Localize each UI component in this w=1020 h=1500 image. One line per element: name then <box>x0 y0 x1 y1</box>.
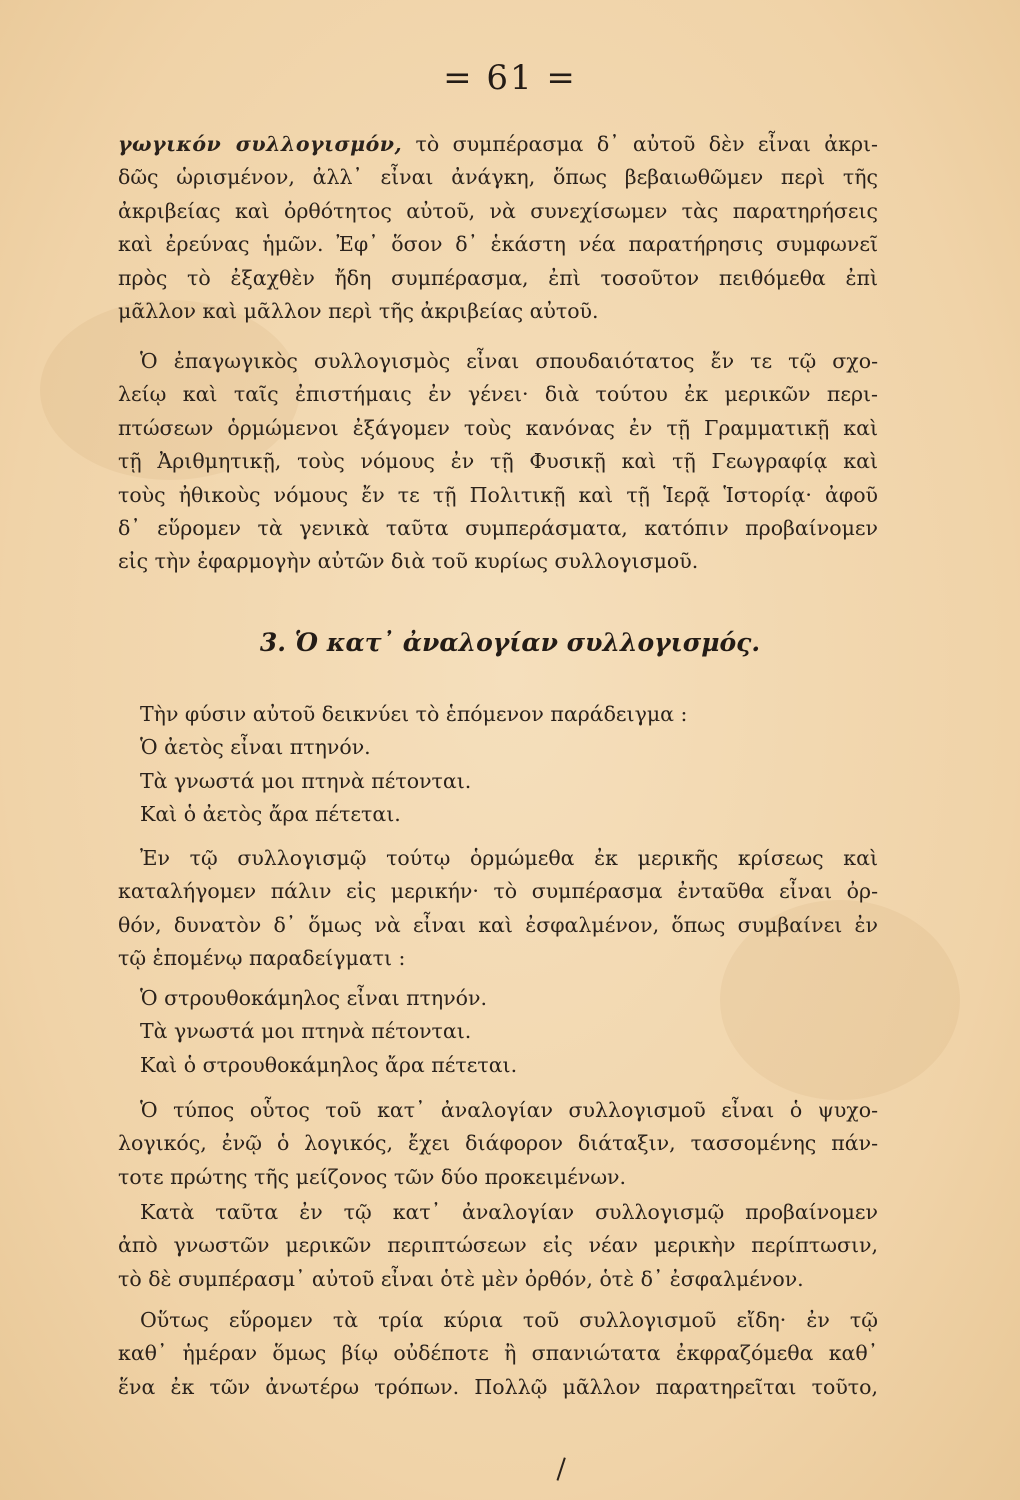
text-line: Καὶ ὁ στρουθοκάμηλος ἄρα πέτεται. <box>140 1052 518 1077</box>
text-line: μᾶλλον καὶ μᾶλλον περὶ τῆς ἀκριβείας αὐτοῦ. <box>118 299 599 324</box>
paragraph-4 <box>118 1094 878 1194</box>
text-line: Ἐν τῷ συλλογισμῷ τούτῳ ὁρμώμεθα ἐκ μερικῆς κρίσεως καὶ <box>140 846 878 870</box>
text-line: Ὁ ἀετὸς εἶναι πτηνόν. <box>140 735 371 760</box>
section-heading: 3. Ὁ κατ᾽ ἀναλογίαν συλλογισμός. <box>259 628 761 657</box>
text-line: τοὺς ἠθικοὺς νόμους ἔν τε τῇ Πολιτικῇ καὶ τῇ Ἱερᾷ Ἱστορίᾳ· ἀφοῦ <box>118 482 878 507</box>
text-line: τὸ δὲ συμπέρασμ᾽ αὐτοῦ εἶναι ὁτὲ μὲν ὀρθόν, ὁτὲ δ᾽ ἐσφαλμένον. <box>118 1266 804 1291</box>
text-line: Καὶ ὁ ἀετὸς ἄρα πέτεται. <box>140 802 401 827</box>
text-line <box>118 128 878 161</box>
text-line: ἀκριβείας καὶ ὀρθότητος αὐτοῦ, νὰ συνεχίσωμεν τὰς παρατηρήσεις <box>118 198 878 223</box>
footer-mark <box>556 1457 571 1482</box>
text-line: καταλήγομεν πάλιν εἰς μερικήν· τὸ συμπέρασμα ἐνταῦθα εἶναι ὀρ- <box>118 879 878 904</box>
text-line: Κατὰ ταῦτα ἐν τῷ κατ᾽ ἀναλογίαν συλλογισμῷ προβαίνομεν <box>140 1200 878 1224</box>
text-line: Ὁ στρουθοκάμηλος εἶναι πτηνόν. <box>140 986 487 1010</box>
text-line: εἰς τὴν ἐφαρμογὴν αὐτῶν διὰ τοῦ κυρίως συλλογισμοῦ. <box>118 549 699 574</box>
text-line: λείῳ καὶ ταῖς ἐπιστήμαις ἐν γένει· διὰ τούτου ἐκ μερικῶν περι- <box>118 382 878 407</box>
page-number: = 61 = <box>443 58 577 98</box>
text-line: τῇ Ἀριθμητικῇ, τοὺς νόμους ἐν τῇ Φυσικῇ καὶ τῇ Γεωγραφίᾳ καὶ <box>118 449 878 474</box>
line-rest: τὸ συμπέρασμα δ᾽ αὐτοῦ δὲν εἶναι ἀκρι- <box>415 132 878 156</box>
text-line: πρὸς τὸ ἐξαχθὲν ἤδη συμπέρασμα, ἐπὶ τοσοῦτον πειθόμεθα ἐπὶ <box>118 265 878 290</box>
paragraph-3 <box>118 842 878 976</box>
paragraph-2 <box>118 345 878 579</box>
text-line: θόν, δυνατὸν δ᾽ ὅμως νὰ εἶναι καὶ ἐσφαλμένον, ὅπως συμβαίνει ἐν <box>118 912 878 937</box>
text-line: τῷ ἑπομένῳ παραδείγματι : <box>118 946 406 971</box>
text-line: Ὁ τύπος οὗτος τοῦ κατ᾽ ἀναλογίαν συλλογισμοῦ εἶναι ὁ ψυχο- <box>140 1098 878 1122</box>
text-line: δ᾽ εὕρομεν τὰ γενικὰ ταῦτα συμπεράσματα, κατόπιν προβαίνομεν <box>118 516 878 541</box>
text-line: Ὁ ἐπαγωγικὸς συλλογισμὸς εἶναι σπουδαιότατος ἔν τε τῷ σχο- <box>140 349 878 373</box>
text-line: Τὰ γνωστά μοι πτηνὰ πέτονται. <box>140 1019 472 1044</box>
text-line: δῶς ὡρισμένον, ἀλλ᾽ εἶναι ἀνάγκη, ὅπως βεβαιωθῶμεν περὶ τῆς <box>118 165 878 190</box>
example-1 <box>118 698 878 832</box>
italic-term: γωγικόν συλλογισμόν, <box>118 132 403 156</box>
text-line: καὶ ἐρεύνας ἡμῶν. Ἐφ᾽ ὅσον δ᾽ ἑκάστη νέα παρατήρησις συμφωνεῖ <box>118 232 878 257</box>
text-line: Οὕτως εὕρομεν τὰ τρία κύρια τοῦ συλλογισμοῦ εἴδη· ἐν τῷ <box>140 1308 878 1332</box>
paragraph-6 <box>118 1304 878 1404</box>
example-2 <box>118 982 878 1082</box>
text-line: Τὴν φύσιν αὐτοῦ δεικνύει τὸ ἑπόμενον παράδειγμα : <box>140 702 688 726</box>
text-line: καθ᾽ ἡμέραν ὅμως βίῳ οὐδέποτε ἢ σπανιώτατα ἐκφραζόμεθα καθ᾽ <box>118 1341 878 1366</box>
text-line: Τὰ γνωστά μοι πτηνὰ πέτονται. <box>140 768 472 793</box>
text-line: τοτε πρώτης τῆς μείζονος τῶν δύο προκειμένων. <box>118 1164 627 1189</box>
text-line: ἕνα ἐκ τῶν ἀνωτέρω τρόπων. Πολλῷ μᾶλλον παρατηρεῖται τοῦτο, <box>118 1374 878 1399</box>
paragraph-1 <box>118 128 878 328</box>
text-line: λογικός, ἐνῷ ὁ λογικός, ἔχει διάφορον διάταξιν, τασσομένης πάν- <box>118 1131 878 1156</box>
paragraph-5 <box>118 1196 878 1296</box>
text-line: πτώσεων ὁρμώμενοι ἐξάγομεν τοὺς κανόνας ἐν τῇ Γραμματικῇ καὶ <box>118 415 878 440</box>
text-line: ἀπὸ γνωστῶν μερικῶν περιπτώσεων εἰς νέαν μερικὴν περίπτωσιν, <box>118 1233 878 1258</box>
